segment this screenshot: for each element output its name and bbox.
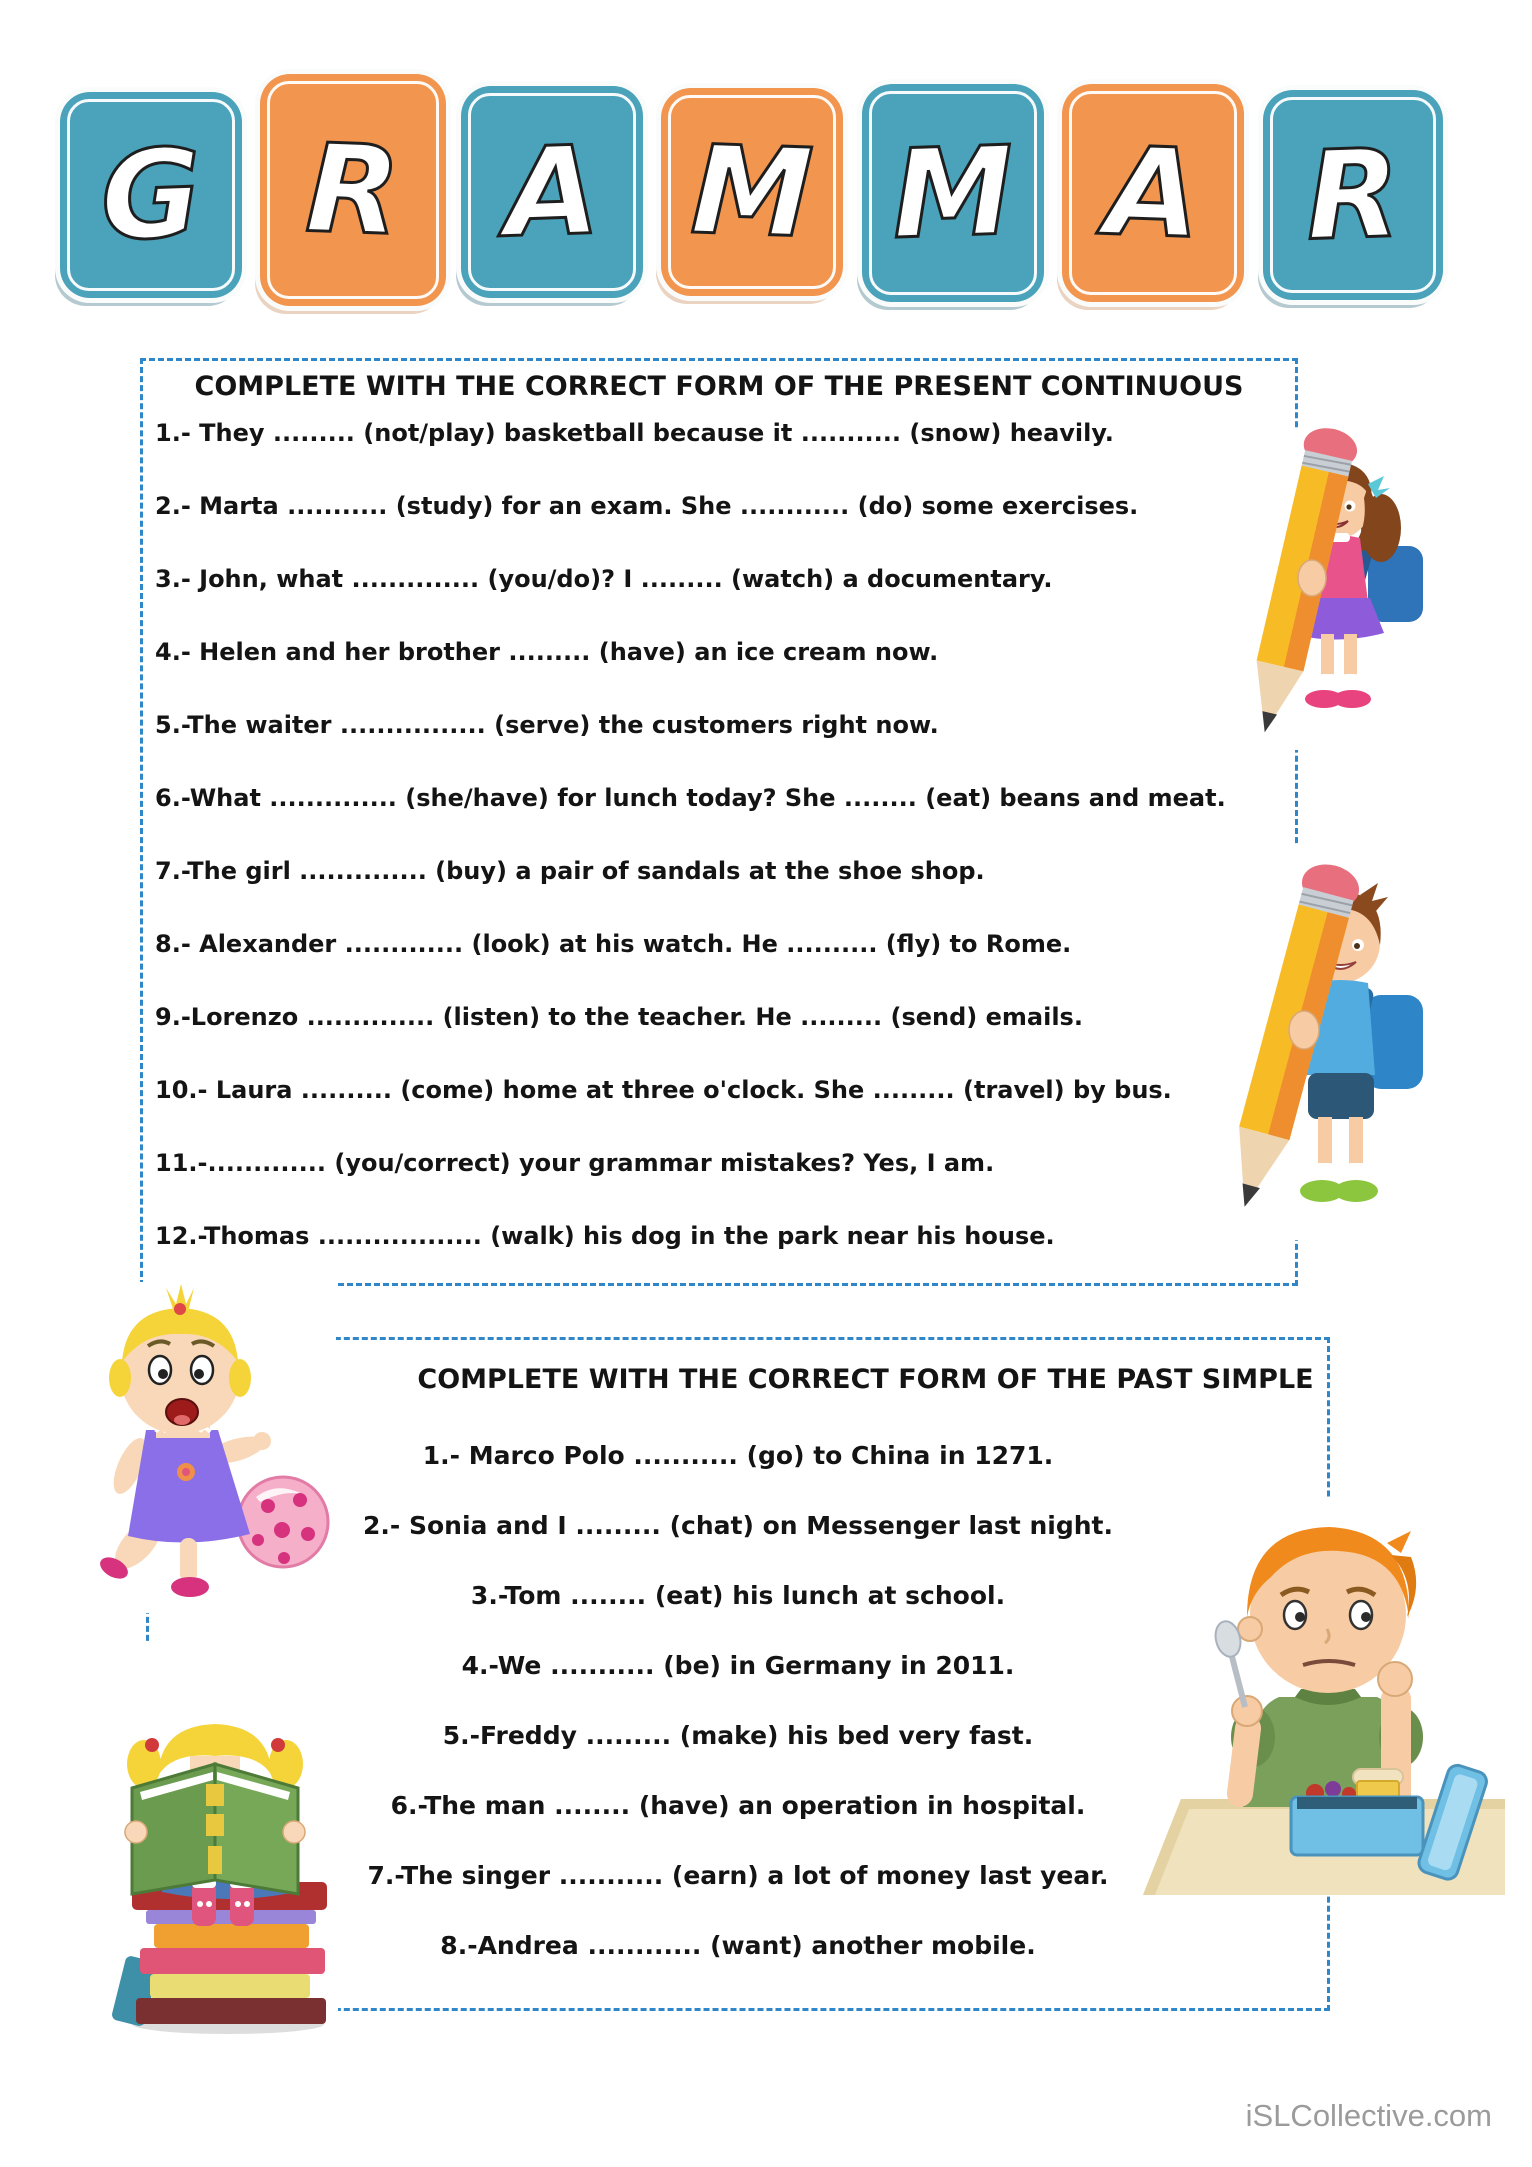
exercise-item: 1.- Marco Polo ........... (go) to China in 1271. — [422, 1441, 1054, 1470]
exercise-item: 12.-Thomas .................. (walk) his dog in the park near his house. — [155, 1222, 1055, 1250]
exercise-item: 4.-We ........... (be) in Germany in 2011. — [461, 1651, 1015, 1680]
exercise-item: 11.-............. (you/correct) your grammar mistakes? Yes, I am. — [155, 1149, 995, 1177]
exercise-item: 2.- Sonia and I ......... (chat) on Messenger last night. — [363, 1511, 1113, 1540]
title-tile — [1062, 84, 1244, 302]
section-heading: COMPLETE WITH THE CORRECT FORM OF THE PRESENT CONTINUOUS — [194, 371, 1244, 402]
exercise-item: 8.- Alexander ............. (look) at his watch. He .......... (fly) to Rome. — [155, 930, 1072, 958]
title-letter: M — [688, 118, 816, 266]
girl-with-pencil-illustration — [1218, 428, 1436, 750]
title-tile — [461, 86, 643, 298]
title-tile — [60, 92, 242, 298]
islcollective-watermark: iSLCollective.com — [1245, 2098, 1492, 2133]
exercise-item: 5.-The waiter ................ (serve) the customers right now. — [155, 711, 939, 739]
exercise-item: 1.- They ......... (not/play) basketball because it ........... (snow) heavily. — [155, 419, 1114, 447]
exercise-item: 3.-Tom ........ (eat) his lunch at school. — [470, 1581, 1006, 1610]
girl-reading-on-books-icon — [110, 1642, 338, 2037]
title-letter: R — [303, 117, 403, 263]
boy-eating-lunch-icon — [1143, 1497, 1505, 1895]
title-letter: A — [502, 119, 602, 265]
title-tile — [661, 88, 843, 296]
toddler-with-ball-illustration — [68, 1282, 336, 1613]
exercise-list — [155, 417, 1291, 1293]
exercise-item: 3.- John, what .............. (you/do)? I ......... (watch) a documentary. — [155, 565, 1053, 593]
girl-with-pencil-icon — [1218, 428, 1436, 750]
toddler-with-ball-icon — [68, 1282, 336, 1613]
title-letter: M — [889, 119, 1017, 267]
boy-eating-lunch-illustration — [1143, 1497, 1505, 1895]
exercise-item: 6.-What .............. (she/have) for lunch today? She ........ (eat) beans and meat. — [155, 784, 1226, 812]
section-heading: COMPLETE WITH THE CORRECT FORM OF THE PAST SIMPLE — [417, 1364, 1314, 1395]
title-letter: G — [98, 122, 204, 268]
title-tile — [260, 74, 446, 306]
exercise-item: 7.-The girl .............. (buy) a pair of sandals at the shoe shop. — [155, 857, 985, 885]
exercise-item: 9.-Lorenzo .............. (listen) to the teacher. He ......... (send) emails. — [155, 1003, 1083, 1031]
exercise-item: 2.- Marta ........... (study) for an exam. She ............ (do) some exercises. — [155, 492, 1139, 520]
exercise-item: 5.-Freddy ......... (make) his bed very fast. — [442, 1721, 1034, 1750]
boy-with-pencil-icon — [1210, 845, 1435, 1240]
exercise-item: 10.- Laura .......... (come) home at three o'clock. She ......... (travel) by bus. — [155, 1076, 1172, 1104]
title-tile — [862, 84, 1044, 302]
section-present-continuous — [140, 358, 1298, 1286]
exercise-item: 4.- Helen and her brother ......... (have) an ice cream now. — [155, 638, 939, 666]
exercise-item: 8.-Andrea ............ (want) another mobile. — [440, 1931, 1036, 1960]
boy-with-pencil-illustration — [1210, 845, 1435, 1240]
exercise-item: 7.-The singer ........... (earn) a lot of money last year. — [367, 1861, 1109, 1890]
title-tile — [1263, 90, 1443, 300]
title-letter: A — [1103, 120, 1203, 266]
title-letter: R — [1303, 122, 1403, 268]
girl-reading-on-books-illustration — [110, 1642, 338, 2037]
exercise-item: 6.-The man ........ (have) an operation in hospital. — [390, 1791, 1086, 1820]
